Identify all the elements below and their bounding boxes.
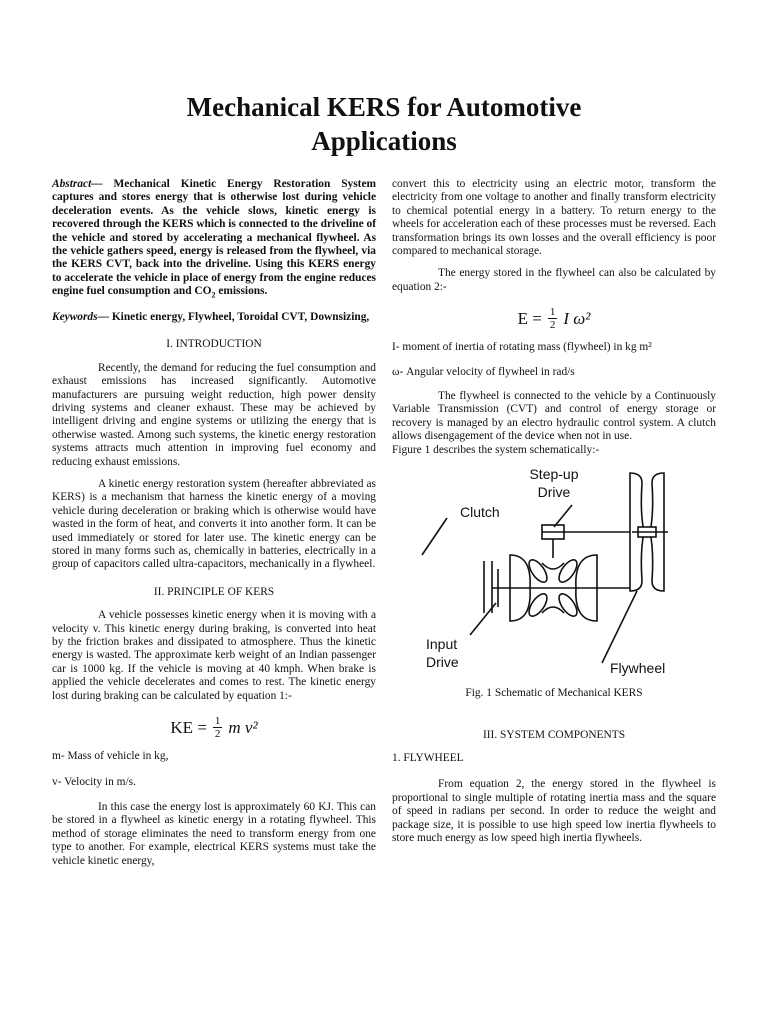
title-line-2: Applications <box>311 126 457 156</box>
title-line-1: Mechanical KERS for Automotive <box>186 92 582 122</box>
right-paragraph-1: convert this to electricity using an electric motor, transform the electricity from one voltage to another and finally transform electricity to chemical potential energy in a battery. To return energy to the wheels for acceleration each of these processes must be reversed. Each transformation brings its own losses and the overall efficiency is poor compared to mechanical storage. <box>392 178 716 258</box>
eq1-denominator: 2 <box>214 728 221 741</box>
label-stepup-line1: Step-up <box>529 466 579 483</box>
flywheel-arrow <box>602 591 637 663</box>
eq1-fraction <box>213 715 223 740</box>
abstract-text: Mechanical Kinetic Energy Restoration System captures and stores energy that is otherwise lost during vehicle deceleration events. As the vehicle slows, kinetic energy is recovered through the KERS which is connected to the driveline of the vehicle and stored by accelerating a mechanical flywheel. As the vehicle gathers speed, energy is released from the flywheel, via the KERS CVT, back into the driveline. Using this KERS energy to accelerate the vehicle in place of energy from the engine reduces engine fuel consumption and CO <box>52 178 376 298</box>
keywords-label: Keywords— <box>52 310 109 323</box>
principle-paragraph-2: In this case the energy lost is approximately 60 KJ. This can be stored in a flywheel as kinetic energy in a rotating flywheel. This method of storage eliminates the need to transform energy from one type to another. For example, electrical KERS systems must take the vehicle kinetic energy, <box>52 800 376 867</box>
abstract <box>52 178 376 302</box>
definition-omega: ω- Angular velocity of flywheel in rad/s <box>392 365 575 378</box>
abstract-sub: 2 <box>211 290 216 300</box>
right-paragraph-4: Figure 1 describes the system schematically:- <box>392 443 600 456</box>
eq1-lhs: KE = <box>170 717 207 737</box>
intro-paragraph-1: Recently, the demand for reducing the fuel consumption and exhaust emissions has increased significantly. Automotive manufacturers are pursuing weight reduction, high power density driving systems and cleaner exhaust. These may be achieved by intelligent driving and engine systems or utilizing the energy that is otherwise wasted. Among such systems, the kinetic energy restoration systems attracts much attention in improving fuel economy and reducing exhaust emissions. <box>52 361 376 468</box>
eq2-denominator: 2 <box>549 319 556 332</box>
figure-caption: Fig. 1 Schematic of Mechanical KERS <box>465 687 643 700</box>
definition-v: v- Velocity in m/s. <box>52 775 136 788</box>
keywords <box>52 311 376 324</box>
eq2-lhs: E = <box>517 309 542 329</box>
keywords-text: Kinetic energy, Flywheel, Toroidal CVT, Downsizing, <box>108 310 370 323</box>
eq2-numerator: 1 <box>549 306 556 319</box>
eq2-rhs: I ω² <box>563 309 591 329</box>
equation-1 <box>52 715 376 740</box>
kers-schematic-figure <box>392 463 716 683</box>
flywheel-paragraph: From equation 2, the energy stored in the flywheel is proportional to single multiple of rotating inertia mass and the square of speed in radians per second. In order to reduce the weight and package size, it is possible to use high speed low inertia flywheels to store much energy as low speed high inertia flywheels. <box>392 778 716 844</box>
equation-2 <box>392 306 716 331</box>
input-arrow <box>470 603 496 635</box>
definition-m: m- Mass of vehicle in kg, <box>52 750 169 763</box>
paper-title <box>0 90 768 158</box>
left-column <box>52 178 376 868</box>
abstract-tail: emissions. <box>215 285 268 298</box>
eq1-numerator: 1 <box>214 715 221 728</box>
clutch-arrow <box>422 518 447 555</box>
label-clutch: Clutch <box>460 504 500 521</box>
right-paragraph-3: The flywheel is connected to the vehicle by a Continuously Variable Transmission (CVT) and control of energy storage or recovery is managed by an electro hydraulic control system. A clutch allows disengagement of the device when not in use. <box>392 390 716 443</box>
eq1-rhs: m v² <box>228 717 258 737</box>
section-heading-introduction: I. INTRODUCTION <box>166 338 262 351</box>
stepup-arrow <box>554 505 572 527</box>
eq2-fraction <box>548 306 558 331</box>
section-heading-components: III. SYSTEM COMPONENTS <box>482 728 626 741</box>
definition-i: I- moment of inertia of rotating mass (flywheel) in kg m² <box>392 341 652 354</box>
label-flywheel: Flywheel <box>610 660 666 677</box>
label-input-line1: Input <box>426 636 458 653</box>
label-input-line2: Drive <box>426 654 459 671</box>
intro-paragraph-2: A kinetic energy restoration system (hereafter abbreviated as KERS) is a mechanism that harness the kinetic energy of a moving vehicle during deceleration or braking which is otherwise would have wasted in the form of heat, and converts it into another form. It can be used immediately or stored for later use. The kinetic energy can be stored in many forms such as, chemically in batteries, electrically in a group of capacitors called ultra-capacitors, mechanically in a flywheel. <box>52 478 376 571</box>
abstract-label: Abstract— <box>52 178 103 190</box>
right-paragraph-2: The energy stored in the flywheel can also be calculated by equation 2:- <box>392 267 716 293</box>
principle-paragraph-1: A vehicle possesses kinetic energy when it is moving with a velocity v. This kinetic energy during braking, is converted into heat by the friction brakes and dissipated to atmosphere. Thus the kinetic energy is wasted. The approximate kerb weight of an Indian passenger car is 1000 kg. If the vehicle is moving at 40 kmph. When brake is applied the vehicle decelerates and comes to rest. The kinetic energy lost during braking can be calculated by equation 1:- <box>52 609 376 702</box>
section-heading-principle: II. PRINCIPLE OF KERS <box>153 585 275 598</box>
subsection-heading-flywheel: 1. FLYWHEEL <box>392 751 464 764</box>
label-stepup-line2: Drive <box>537 484 571 501</box>
right-column <box>392 178 716 845</box>
